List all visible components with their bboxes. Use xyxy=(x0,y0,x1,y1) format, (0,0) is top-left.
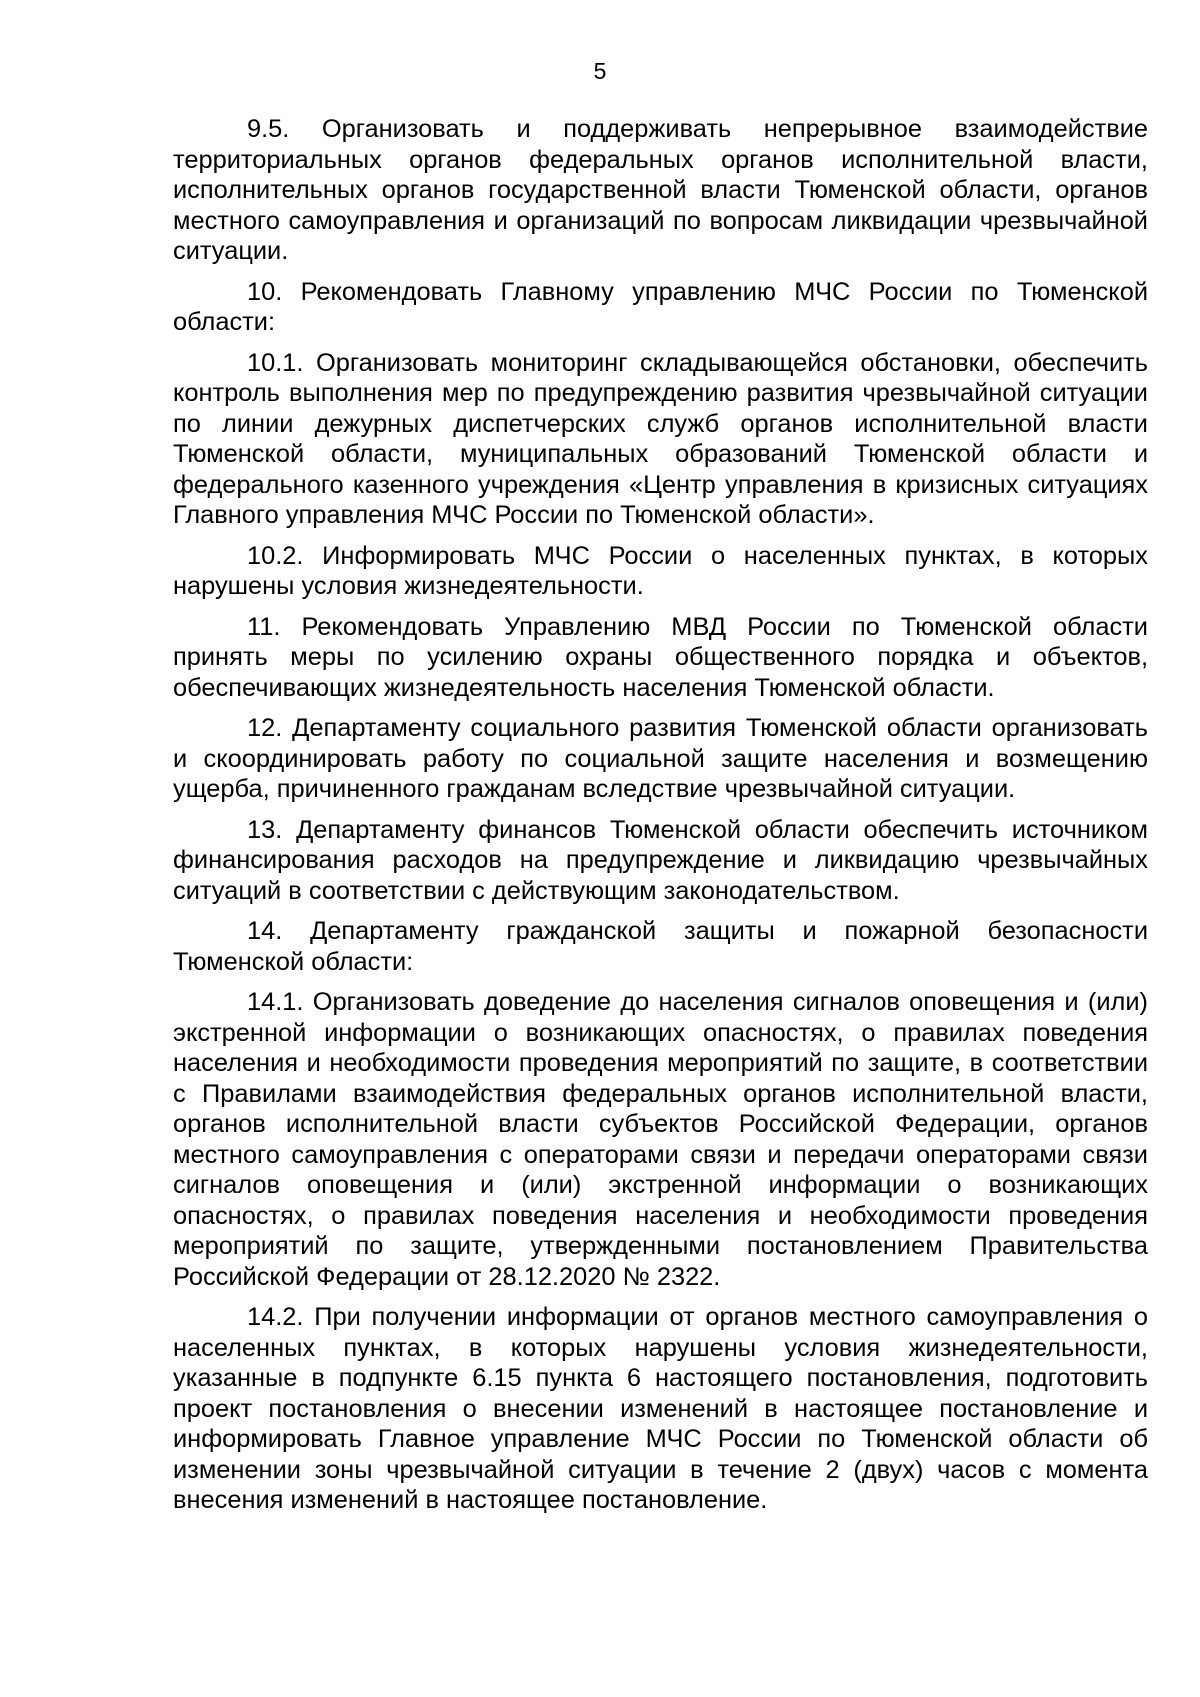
paragraph-10-1: 10.1. Организовать мониторинг складывающейся обстановки, обеспечить контроль выполнения мер по предупреждению развития чрезвычайной ситуации по линии дежурных диспетчерских служб органов исполнительной власти Тюменской области, муниципальных образований Тюменской области и федерального казенного учреждения «Центр управления в кризисных ситуациях Главного управления МЧС России по Тюменской области». xyxy=(173,348,1148,529)
paragraph-14-2: 14.2. При получении информации от органов местного самоуправления о населенных пунктах, в которых нарушены условия жизнедеятельности, указанные в подпункте 6.15 пункта 6 настоящего постановления, подготовить проект постановления о внесении изменений в настоящее постановление и информировать Главное управление МЧС России по Тюменской области об изменении зоны чрезвычайной ситуации в течение 2 (двух) часов с момента внесения изменений в настоящее постановление. xyxy=(173,1303,1148,1514)
paragraph-14-1: 14.1. Организовать доведение до населения сигналов оповещения и (или) экстренной информации о возникающих опасностях, о правилах поведения населения и необходимости проведения мероприятий по защите, в соответствии с Правилами взаимодействия федеральных органов исполнительной власти, органов исполнительной власти субъектов Российской Федерации, органов местного самоуправления с операторами связи и передачи операторами связи сигналов оповещения и (или) экстренной информации о возникающих опасностях, о правилах поведения населения и необходимости проведения мероприятий по защите, утвержденными постановлением Правительства Российской Федерации от 28.12.2020 № 2322. xyxy=(173,988,1148,1291)
paragraph-14: 14. Департаменту гражданской защиты и пожарной безопасности Тюменской области: xyxy=(173,917,1148,976)
paragraph-10: 10. Рекомендовать Главному управлению МЧС России по Тюменской области: xyxy=(173,277,1148,336)
document-body xyxy=(173,114,1148,1526)
paragraph-9-5: 9.5. Организовать и поддерживать непрерывное взаимодействие территориальных органов федеральных органов исполнительной власти, исполнительных органов государственной власти Тюменской области, органов местного самоуправления и организаций по вопросам ликвидации чрезвычайной ситуации. xyxy=(173,115,1148,265)
paragraph-12: 12. Департаменту социального развития Тюменской области организовать и скоординировать работу по социальной защите населения и возмещению ущерба, причиненного гражданам вследствие чрезвычайной ситуации. xyxy=(173,714,1148,803)
paragraph-10-2: 10.2. Информировать МЧС России о населенных пунктах, в которых нарушены условия жизнедеятельности. xyxy=(173,541,1148,600)
paragraph-13: 13. Департаменту финансов Тюменской области обеспечить источником финансирования расходов на предупреждение и ликвидацию чрезвычайных ситуаций в соответствии с действующим законодательством. xyxy=(173,815,1148,905)
paragraph-11: 11. Рекомендовать Управлению МВД России по Тюменской области принять меры по усилению охраны общественного порядка и объектов, обеспечивающих жизнедеятельность населения Тюменской области. xyxy=(173,612,1148,702)
page-number: 5 xyxy=(593,58,607,84)
